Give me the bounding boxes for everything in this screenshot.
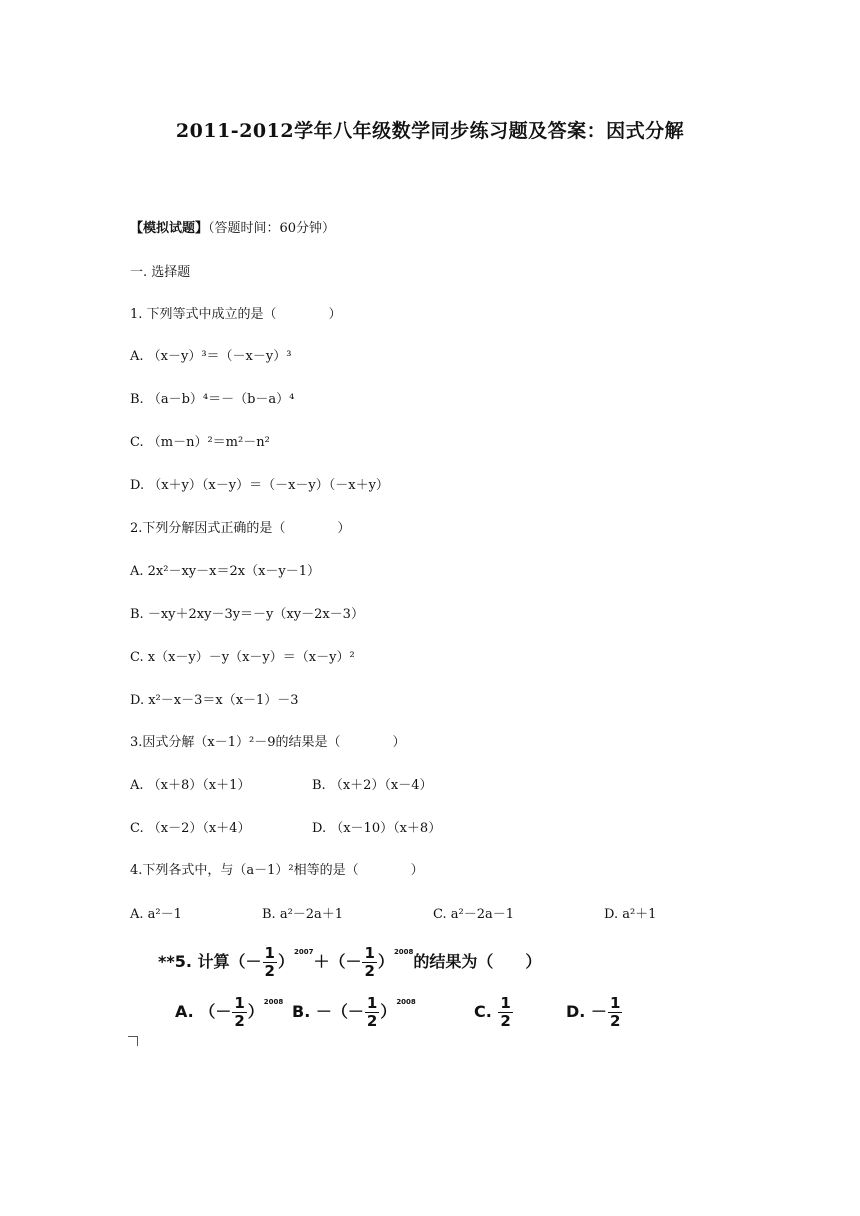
fraction-numerator: 1 — [234, 994, 245, 1012]
question-1-option-b: B. （a－b）⁴＝－（b－a）⁴ — [130, 392, 295, 407]
question-3-option-b: B. （x＋2）（x－4） — [312, 778, 433, 793]
test-time: （答题时间：60分钟） — [208, 221, 336, 236]
question-3-option-d: D. （x－10）（x＋8） — [312, 821, 442, 836]
question-4-stem: 4.下列各式中，与（a－1）²相等的是（ ） — [130, 863, 424, 878]
fraction-half — [362, 946, 376, 979]
fraction-denominator: 2 — [264, 962, 275, 980]
fraction-half — [498, 996, 512, 1029]
paragraph-corner-mark — [128, 1036, 138, 1046]
question-1-option-a: A. （x－y）³＝（－x－y）³ — [130, 349, 292, 364]
section-heading: 一. 选择题 — [130, 265, 191, 280]
question-5-option-b: B. －（－ $\frac{1}{2}$ ）$^{2008}$ — [292, 994, 416, 1030]
question-5-plus: ＋（－ — [313, 952, 362, 971]
question-5-suffix: 的结果为（ ） — [413, 952, 542, 971]
option-b-label: B. －（－ — [292, 1002, 364, 1021]
fraction-denominator: 2 — [364, 962, 375, 980]
fraction-half — [365, 996, 379, 1029]
question-1-option-d: D. （x＋y）（x－y）＝（－x－y）（－x＋y） — [130, 478, 389, 493]
question-2-option-b: B. －xy＋2xy－3y＝－y（xy－2x－3） — [130, 607, 364, 622]
question-2-option-c: C. x（x－y）－y（x－y）＝（x－y）² — [130, 650, 355, 665]
test-header-label: 【模拟试题】 — [130, 221, 209, 236]
question-4-option-b: B. a²－2a＋1 — [262, 907, 344, 922]
exponent-2008: 2008 — [396, 998, 416, 1006]
question-2-stem: 2.下列分解因式正确的是（ ） — [130, 521, 351, 536]
fraction-denominator: 2 — [366, 1012, 378, 1030]
exponent-2008: 2008 — [263, 998, 284, 1006]
question-2-option-a: A. 2x²－xy－x＝2x（x－y－1） — [130, 564, 321, 579]
fraction-half — [608, 996, 622, 1029]
question-4-option-a: A. a²－1 — [130, 907, 182, 922]
question-3-option-c: C. （x－2）（x＋4） — [130, 821, 251, 836]
exponent-2007: 2007 — [293, 948, 314, 956]
fraction-denominator: 2 — [234, 1012, 245, 1030]
option-a-label: A. （－ — [175, 1002, 232, 1021]
question-1-stem: 1. 下列等式中成立的是（ ） — [130, 307, 342, 322]
fraction-numerator: 1 — [609, 994, 621, 1012]
question-3-stem: 3.因式分解（x－1）²－9的结果是（ ） — [130, 735, 406, 750]
option-d-label: D. － — [566, 1002, 607, 1021]
fraction-denominator: 2 — [500, 1012, 511, 1030]
question-4-option-c: C. a²－2a－1 — [433, 907, 515, 922]
fraction-numerator: 1 — [366, 994, 378, 1012]
question-4-option-d: D. a²＋1 — [604, 907, 657, 922]
question-5-option-a: A. （－ $\frac{1}{2}$ ）$^{2008}$ — [175, 994, 284, 1030]
question-5-option-d — [566, 996, 623, 1029]
option-c-label: C. — [474, 1002, 492, 1021]
fraction-half — [263, 946, 277, 979]
question-2-option-d: D. x²－x－3＝x（x－1）－3 — [130, 693, 299, 708]
fraction-half — [232, 996, 246, 1029]
question-5-option-c — [474, 996, 514, 1029]
question-5-stem: **5. 计算（－ $\frac{1}{2}$ ）$^{2007}$＋（－ $\frac{1}{2}$ ）$^{2008}$的结果为（ ） — [158, 944, 542, 980]
fraction-denominator: 2 — [609, 1012, 621, 1030]
page-title: 2011-2012学年八年级数学同步练习题及答案：因式分解 — [175, 120, 685, 142]
exponent-2008: 2008 — [393, 948, 414, 956]
fraction-numerator: 1 — [500, 994, 511, 1012]
question-5-prefix: **5. 计算（－ — [158, 952, 262, 971]
test-header — [130, 217, 335, 236]
question-1-option-c: C. （m－n）²＝m²－n² — [130, 435, 270, 450]
fraction-numerator: 1 — [364, 944, 375, 962]
fraction-numerator: 1 — [264, 944, 275, 962]
question-3-option-a: A. （x＋8）（x＋1） — [130, 778, 251, 793]
